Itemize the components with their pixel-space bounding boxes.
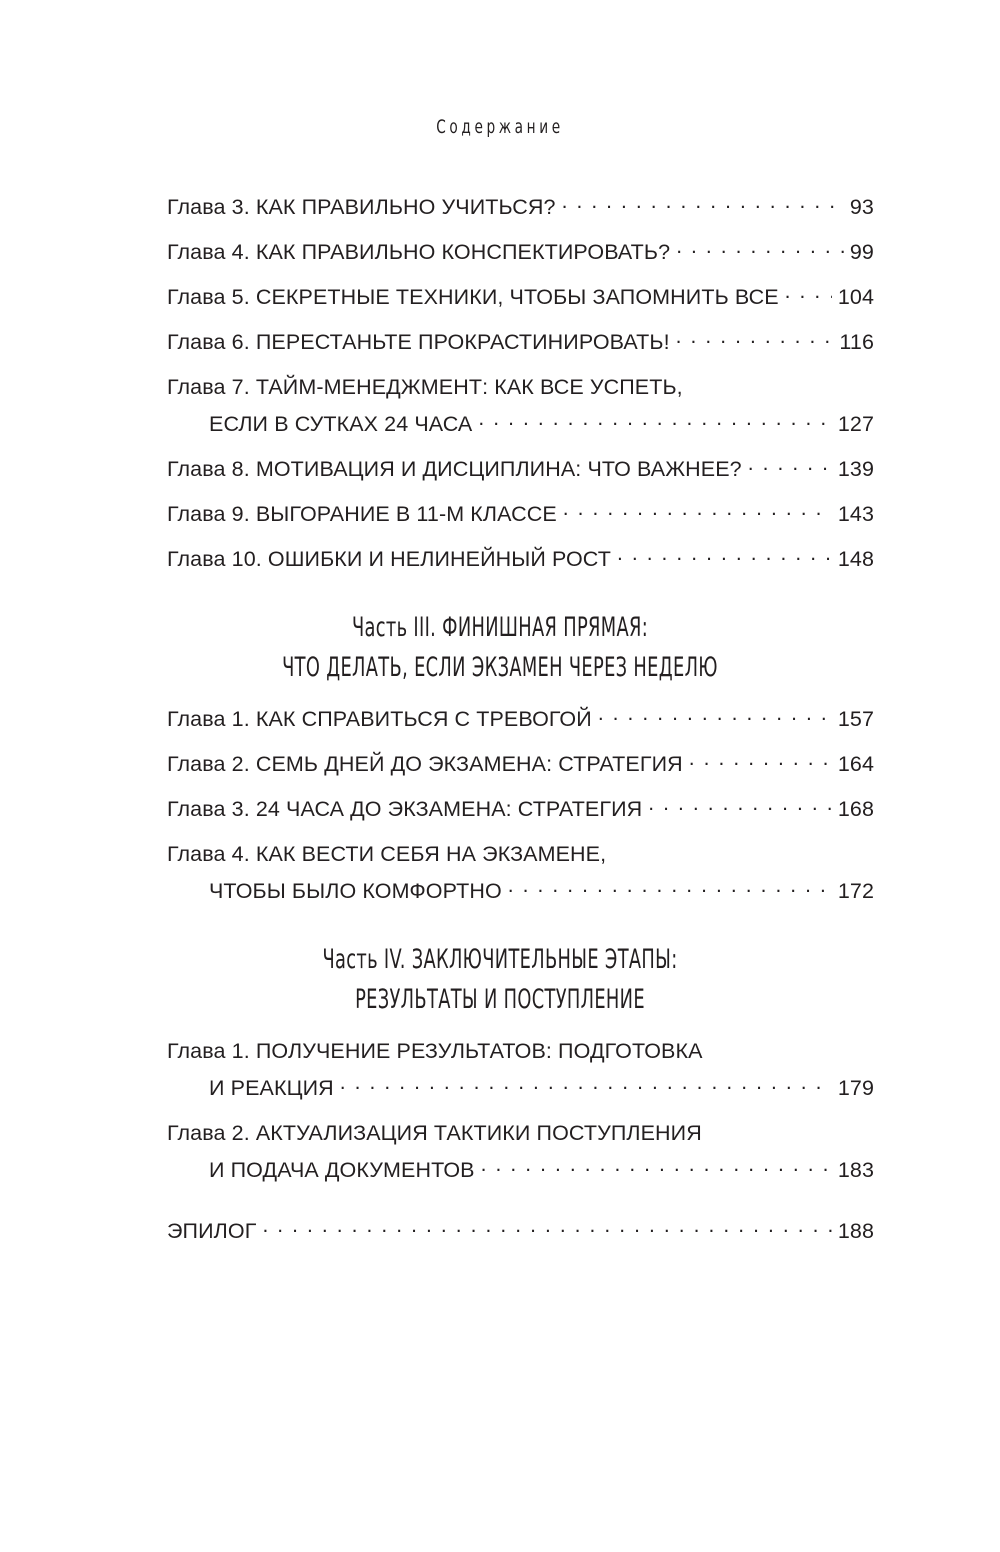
toc-entry-title: Глава 5. СЕКРЕТНЫЕ ТЕХНИКИ, ЧТОБЫ ЗАПОМНИТЬ ВСЕ	[167, 285, 779, 309]
dot-leader	[676, 327, 834, 349]
toc-entry-title: Глава 2. АКТУАЛИЗАЦИЯ ТАКТИКИ ПОСТУПЛЕНИЯ	[167, 1121, 702, 1145]
dot-leader	[785, 282, 832, 304]
toc-entry-page: 168	[837, 797, 874, 821]
toc-entry-page: 116	[839, 330, 874, 354]
toc-entry-title-cont: И РЕАКЦИЯ	[209, 1076, 334, 1100]
toc-entry-page: 127	[837, 412, 874, 436]
toc-group-part3	[167, 704, 874, 907]
toc-entry-title: Глава 10. ОШИБКИ И НЕЛИНЕЙНЫЙ РОСТ	[167, 547, 611, 571]
toc-entry[interactable]	[167, 282, 874, 313]
part-heading-line2: РЕЗУЛЬТАТЫ И ПОСТУПЛЕНИЕ	[355, 984, 645, 1015]
toc-entry-page: 164	[837, 752, 874, 776]
toc-entry-page: 157	[837, 707, 874, 731]
toc-entry-title: Глава 1. КАК СПРАВИТЬСЯ С ТРЕВОГОЙ	[167, 707, 592, 731]
dot-leader	[481, 1155, 832, 1177]
toc-entry-title: ЭПИЛОГ	[167, 1219, 257, 1243]
toc-entry[interactable]	[167, 794, 874, 825]
toc-entry-page: 99	[849, 240, 874, 264]
dot-leader	[648, 794, 832, 816]
toc-entry-title: Глава 6. ПЕРЕСТАНЬТЕ ПРОКРАСТИНИРОВАТЬ!	[167, 330, 670, 354]
toc-entry[interactable]	[167, 1216, 874, 1247]
toc-group-part2	[167, 192, 874, 575]
dot-leader	[617, 544, 832, 566]
dot-leader	[748, 454, 832, 476]
toc-entry[interactable]	[167, 499, 874, 530]
toc-entry-title: Глава 2. СЕМЬ ДНЕЙ ДО ЭКЗАМЕНА: СТРАТЕГИЯ	[167, 752, 683, 776]
toc-entry-title-cont: ЧТОБЫ БЫЛО КОМФОРТНО	[209, 879, 502, 903]
part-heading-line1: Часть IV. ЗАКЛЮЧИТЕЛЬНЫЕ ЭТАПЫ:	[322, 944, 678, 975]
toc-entry-title: Глава 4. КАК ПРАВИЛЬНО КОНСПЕКТИРОВАТЬ?	[167, 240, 671, 264]
toc-group-part4	[167, 1036, 874, 1186]
dot-leader	[598, 704, 832, 726]
toc-entry-title: Глава 8. МОТИВАЦИЯ И ДИСЦИПЛИНА: ЧТО ВАЖНЕЕ?	[167, 457, 742, 481]
toc-entry-page: 93	[849, 195, 874, 219]
running-head: Содержание	[436, 116, 564, 138]
dot-leader	[676, 237, 844, 259]
toc-entry-title: Глава 3. КАК ПРАВИЛЬНО УЧИТЬСЯ?	[167, 195, 556, 219]
toc-entry[interactable]	[167, 372, 874, 440]
toc-entry-page: 188	[837, 1219, 874, 1243]
part-heading-3[interactable]	[170, 608, 830, 688]
dot-leader	[563, 499, 832, 521]
toc-entry-title: Глава 9. ВЫГОРАНИЕ В 11-М КЛАССЕ	[167, 502, 557, 526]
toc-entry[interactable]	[167, 237, 874, 268]
toc-entry[interactable]	[167, 1118, 874, 1186]
toc-entry-title: Глава 3. 24 ЧАСА ДО ЭКЗАМЕНА: СТРАТЕГИЯ	[167, 797, 643, 821]
toc-entry[interactable]	[167, 544, 874, 575]
toc-entry-title-cont: И ПОДАЧА ДОКУМЕНТОВ	[209, 1158, 475, 1182]
dot-leader	[689, 749, 832, 771]
toc-entry-page: 104	[837, 285, 874, 309]
toc-epilogue	[167, 1216, 874, 1247]
toc-entry-title: Глава 1. ПОЛУЧЕНИЕ РЕЗУЛЬТАТОВ: ПОДГОТОВКА	[167, 1039, 703, 1063]
part-heading-line2: ЧТО ДЕЛАТЬ, ЕСЛИ ЭКЗАМЕН ЧЕРЕЗ НЕДЕЛЮ	[282, 652, 718, 683]
toc-entry[interactable]	[167, 839, 874, 907]
toc-entry[interactable]	[167, 192, 874, 223]
dot-leader	[262, 1216, 831, 1238]
toc-entry[interactable]	[167, 327, 874, 358]
toc-entry[interactable]	[167, 454, 874, 485]
toc-entry[interactable]	[167, 704, 874, 735]
toc-entry-page: 148	[837, 547, 874, 571]
toc-entry-title: Глава 7. ТАЙМ-МЕНЕДЖМЕНТ: КАК ВСЕ УСПЕТЬ,	[167, 375, 683, 399]
toc-entry-title-cont: ЕСЛИ В СУТКАХ 24 ЧАСА	[209, 412, 473, 436]
toc-entry-page: 143	[837, 502, 874, 526]
part-heading-line1: Часть III. ФИНИШНАЯ ПРЯМАЯ:	[351, 612, 649, 643]
toc-entry[interactable]	[167, 749, 874, 780]
dot-leader	[562, 192, 844, 214]
part-heading-4[interactable]	[170, 940, 830, 1020]
dot-leader	[478, 409, 831, 431]
dot-leader	[340, 1073, 832, 1095]
dot-leader	[508, 876, 832, 898]
toc-entry-page: 183	[837, 1158, 874, 1182]
toc-entry-page: 172	[837, 879, 874, 903]
toc-entry-page: 179	[837, 1076, 874, 1100]
toc-entry[interactable]	[167, 1036, 874, 1104]
toc-entry-title: Глава 4. КАК ВЕСТИ СЕБЯ НА ЭКЗАМЕНЕ,	[167, 842, 607, 866]
toc-entry-page: 139	[837, 457, 874, 481]
